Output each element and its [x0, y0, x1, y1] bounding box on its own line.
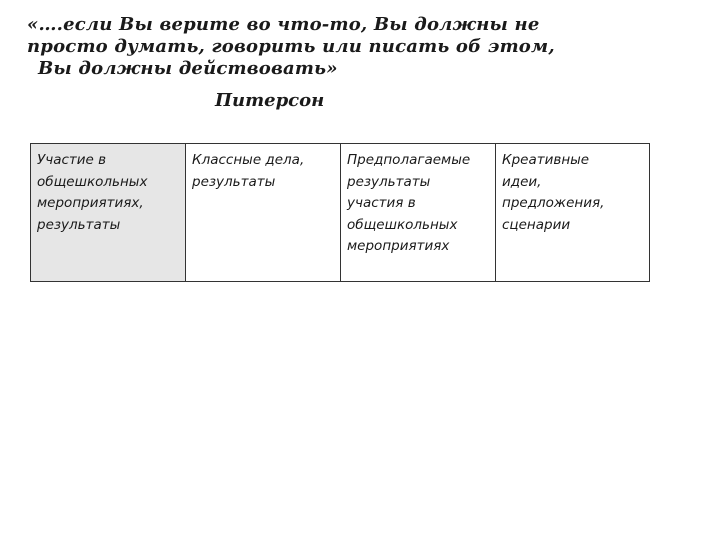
cell-text: Креативные идеи, предложения, сценарии: [502, 152, 605, 233]
table-cell-class-activities: [186, 144, 341, 282]
quote-line-2: просто думать, говорить или писать об этом,: [27, 36, 555, 57]
quote-line-1: «….если Вы верите во что-то, Вы должны не: [27, 14, 540, 35]
quote-line-3: Вы должны действовать»: [38, 58, 338, 79]
cell-text: Предполагаемые результаты участия в общешкольных мероприятиях: [347, 152, 471, 254]
table-cell-creative-ideas: [496, 144, 650, 282]
table-row: [31, 144, 650, 282]
table-cell-school-events: [31, 144, 186, 282]
cell-text: Классные дела, результаты: [192, 152, 305, 190]
table-cell-expected-results: [341, 144, 496, 282]
cell-text: Участие в общешкольных мероприятиях, результаты: [37, 152, 148, 233]
epigraph-quote: [27, 14, 667, 80]
activity-table: [30, 143, 650, 282]
quote-author: Питерсон: [215, 90, 325, 111]
